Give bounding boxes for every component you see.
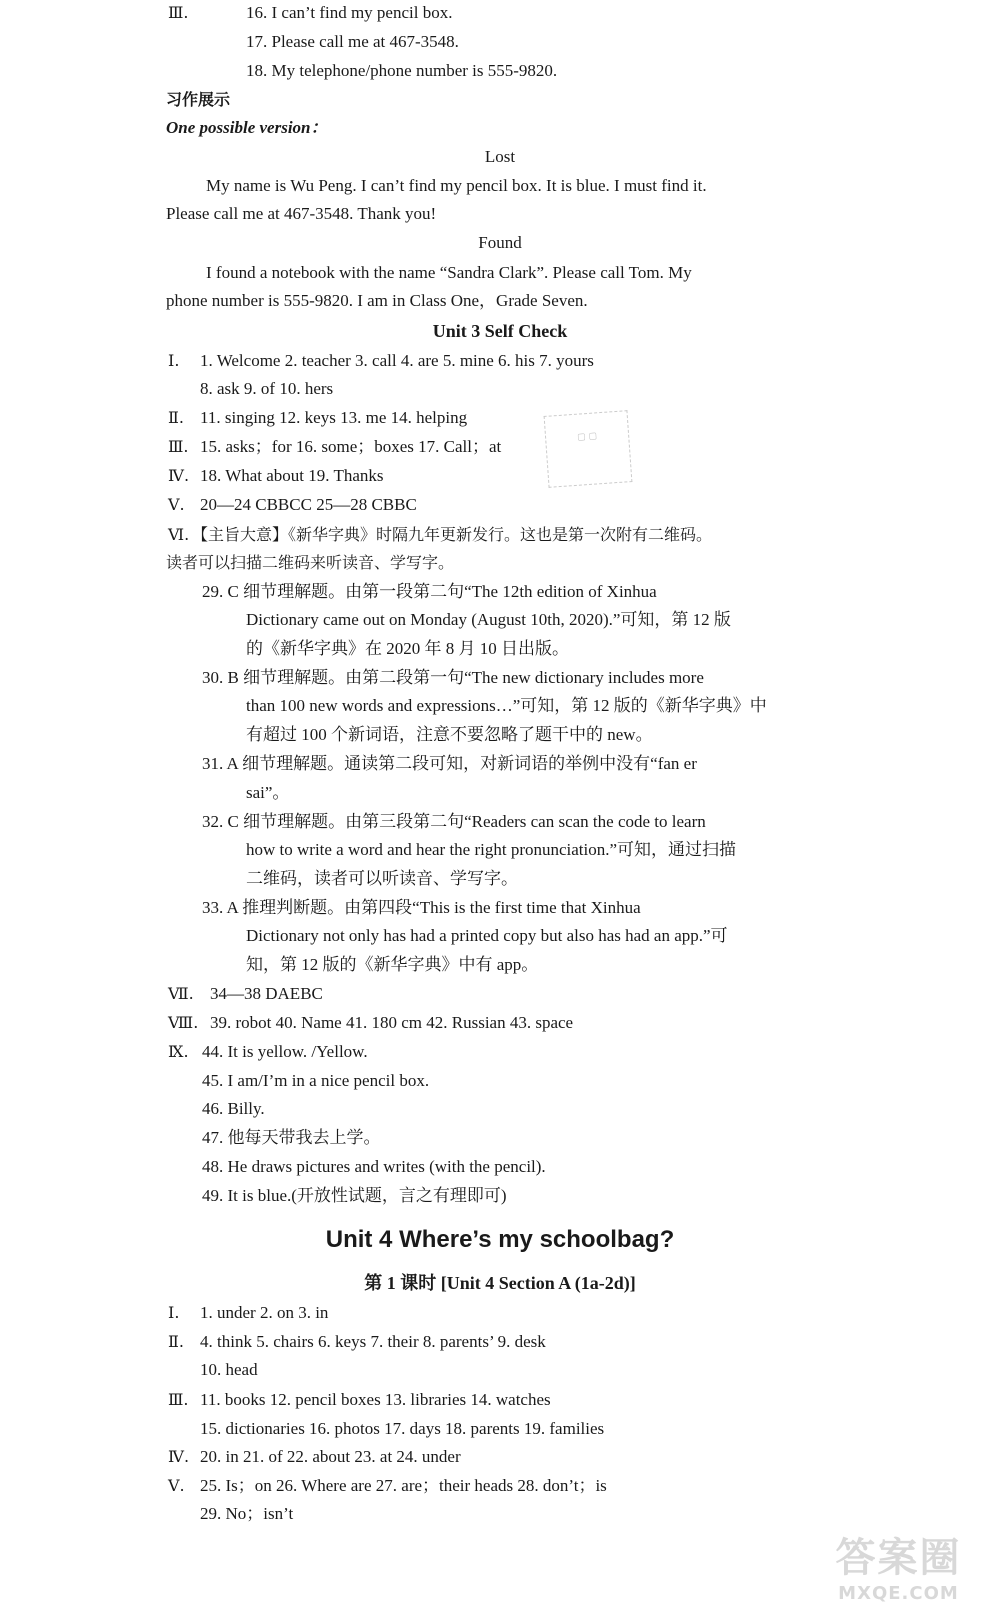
q31-line1: 31. A 细节理解题。通读第二段可知，对新词语的举例中没有“fan er <box>202 754 697 773</box>
unit4-title: Unit 4 Where’s my schoolbag? <box>325 1226 675 1253</box>
answer-18: 18. My telephone/phone number is 555-9820. <box>246 61 558 80</box>
stamp-mark: ▢ ▢ <box>544 410 633 488</box>
lost-text-2: Please call me at 467-3548. Thank you! <box>166 204 437 223</box>
self-check-8: 39. robot 40. Name 41. 180 cm 42. Russian 43. space <box>210 1013 574 1032</box>
self-check-1: 1. Welcome 2. teacher 3. call 4. are 5. mine 6. his 7. yours <box>200 351 594 370</box>
u4-roman-5: Ⅴ. <box>168 1476 185 1495</box>
self-check-4: 18. What about 19. Thanks <box>200 466 384 485</box>
watermark-url: MXQE.COM <box>838 1583 959 1604</box>
u4-answer-5: 25. Is；on 26. Where are 27. are；their heads 28. don’t；is <box>200 1476 607 1495</box>
u4-answer-3: 11. books 12. pencil boxes 13. libraries 14. watches <box>200 1390 551 1409</box>
lost-text-1: My name is Wu Peng. I can’t find my pencil box. It is blue. I must find it. <box>206 176 707 195</box>
answer-48: 48. He draws pictures and writes (with the pencil). <box>202 1157 546 1176</box>
writing-heading: 习作展示 <box>166 90 231 109</box>
q32-line2: how to write a word and hear the right pronunciation.”可知，通过扫描 <box>246 840 737 859</box>
roman-8: Ⅷ. <box>168 1013 199 1032</box>
answer-46: 46. Billy. <box>202 1099 265 1118</box>
found-title: Found <box>478 233 522 252</box>
u4-answer-1: 1. under 2. on 3. in <box>200 1303 329 1322</box>
answer-17: 17. Please call me at 467-3548. <box>246 32 459 51</box>
roman-3b: Ⅲ. <box>168 437 189 456</box>
q33-line1: 33. A 推理判断题。由第四段“This is the first time that Xinhua <box>202 898 641 917</box>
self-check-1b: 8. ask 9. of 10. hers <box>200 379 334 398</box>
roman-4: Ⅳ. <box>168 466 190 485</box>
u4-roman-4: Ⅳ. <box>168 1447 190 1466</box>
q33-line3: 知，第 12 版的《新华字典》中有 app。 <box>246 955 539 974</box>
u4-roman-2: Ⅱ. <box>168 1332 184 1351</box>
answer-44: 44. It is yellow. /Yellow. <box>202 1042 368 1061</box>
q30-line1: 30. B 细节理解题。由第二段第一句“The new dictionary includes more <box>202 668 704 687</box>
self-check-2: 11. singing 12. keys 13. me 14. helping <box>200 408 468 427</box>
roman-1: Ⅰ. <box>168 351 180 370</box>
u4-roman-1: Ⅰ. <box>168 1303 180 1322</box>
u4-answer-2: 4. think 5. chairs 6. keys 7. their 8. parents’ 9. desk <box>200 1332 546 1351</box>
q30-line3: 有超过 100 个新词语，注意不要忽略了题干中的 new。 <box>246 725 653 744</box>
roman-9: Ⅸ. <box>168 1042 189 1061</box>
u4-answer-3b: 15. dictionaries 16. photos 17. days 18. parents 19. families <box>200 1419 605 1438</box>
roman-5: Ⅴ. <box>168 495 185 514</box>
watermark-text: 答案圈 <box>835 1535 962 1581</box>
answer-49: 49. It is blue.(开放性试题，言之有理即可) <box>202 1186 507 1205</box>
lesson-title: 第 1 课时 [Unit 4 Section A (1a-2d)] <box>364 1273 636 1293</box>
u4-answer-2b: 10. head <box>200 1360 258 1379</box>
self-check-7: 34—38 DAEBC <box>210 984 323 1003</box>
writing-version-label: One possible version： <box>166 118 328 137</box>
roman-6: Ⅵ. <box>168 525 190 544</box>
self-check-5: 20—24 CBBCC 25—28 CBBC <box>200 495 417 514</box>
q30-line2: than 100 new words and expressions…”可知，第 12 版的《新华字典》中 <box>246 696 767 715</box>
roman-3: Ⅲ. <box>168 3 189 22</box>
lost-title: Lost <box>484 147 516 166</box>
roman-2: Ⅱ. <box>168 408 184 427</box>
q29-line1: 29. C 细节理解题。由第一段第二句“The 12th edition of Xinhua <box>202 582 657 601</box>
self-check-title: Unit 3 Self Check <box>432 321 568 341</box>
answer-47: 47. 他每天带我去上学。 <box>202 1128 381 1147</box>
q31-line2: sai”。 <box>246 783 290 802</box>
q29-line2: Dictionary came out on Monday (August 10th, 2020).”可知，第 12 版 <box>246 610 731 629</box>
answer-16: 16. I can’t find my pencil box. <box>246 3 453 22</box>
q32-line1: 32. C 细节理解题。由第三段第二句“Readers can scan the code to learn <box>202 812 706 831</box>
found-text-2: phone number is 555-9820. I am in Class One，Grade Seven. <box>166 291 588 310</box>
main-idea-2: 读者可以扫描二维码来听读音、学写字。 <box>166 553 455 572</box>
self-check-3: 15. asks；for 16. some；boxes 17. Call；at <box>200 437 502 456</box>
q32-line3: 二维码，读者可以听读音、学写字。 <box>246 869 518 888</box>
u4-answer-4: 20. in 21. of 22. about 23. at 24. under <box>200 1447 461 1466</box>
main-idea-1: 【主旨大意】《新华字典》时隔九年更新发行。这也是第一次附有二维码。 <box>192 525 713 544</box>
u4-answer-5b: 29. No；isn’t <box>200 1504 294 1523</box>
roman-7: Ⅶ. <box>168 984 194 1003</box>
q33-line2: Dictionary not only has had a printed copy but also has had an app.”可 <box>246 926 728 945</box>
q29-line3: 的《新华字典》在 2020 年 8 月 10 日出版。 <box>246 639 569 658</box>
found-text-1: I found a notebook with the name “Sandra Clark”. Please call Tom. My <box>206 263 692 282</box>
answer-45: 45. I am/I’m in a nice pencil box. <box>202 1071 430 1090</box>
watermark-logo <box>811 1526 986 1604</box>
u4-roman-3: Ⅲ. <box>168 1390 189 1409</box>
